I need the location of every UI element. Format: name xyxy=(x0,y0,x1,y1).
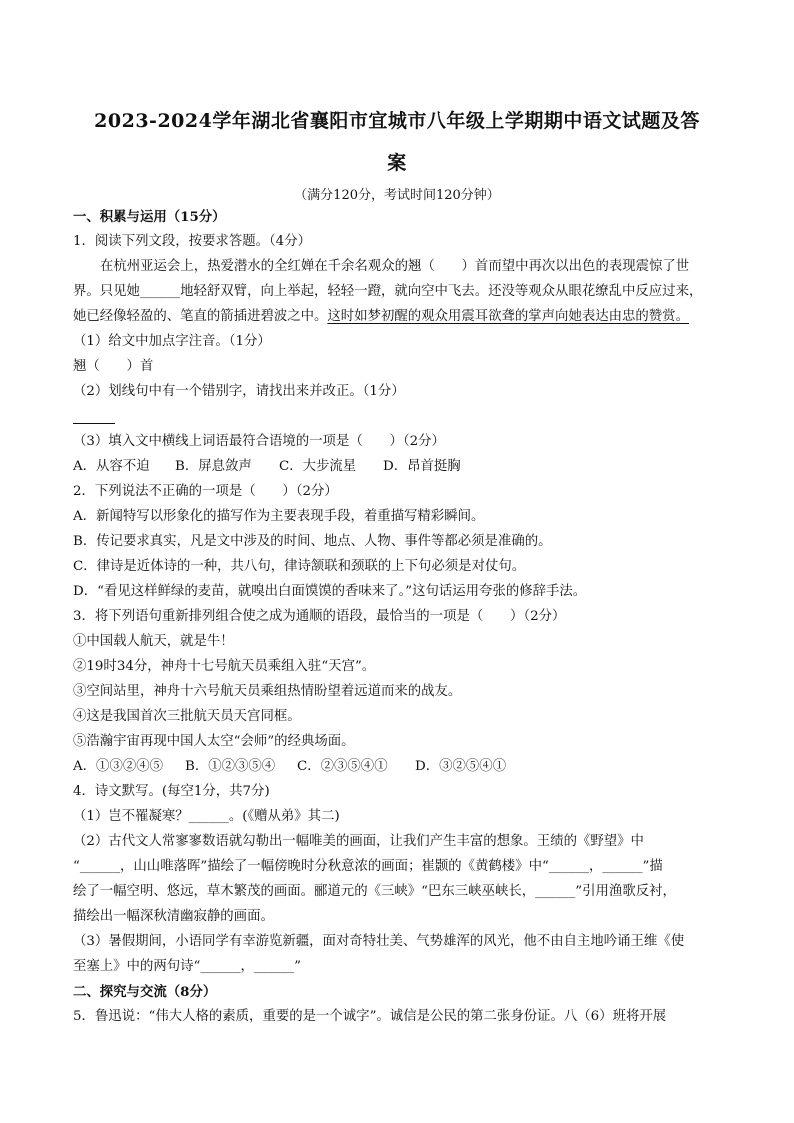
question-2-option-d: D．“看见这样鲜绿的麦苗，就嗅出白面馍馍的香味来了。”这句话运用夸张的修辞手法。 xyxy=(73,584,587,599)
question-5-stem: 5．鲁迅说：“伟大人格的素质，重要的是一个诚字”。诚信是公民的第二张身份证。八（6）班将开展 xyxy=(73,1009,667,1024)
exam-subtitle: （满分120分，考试时间120分钟） xyxy=(294,188,500,203)
section-heading-2: 二、探究与交流（8分） xyxy=(73,984,217,1000)
option-d: D．③②⑤④① xyxy=(415,759,507,774)
subquestion-1-3-options xyxy=(73,458,461,476)
subquestion-1-3: （3）填入文中横线上词语最符合语境的一项是（ ）（2分） xyxy=(73,434,445,449)
question-3-sentence-3: ③空间站里，神舟十六号航天员乘组热情盼望着远道而来的战友。 xyxy=(73,684,462,699)
option-b: B．①②③⑤④ xyxy=(185,759,276,774)
option-c: C．②③⑤④① xyxy=(297,759,388,774)
question-1-paragraph-line: 界。只见她______地轻舒双臂，向上举起，轻轻一蹬，就向空中飞去。还没等观众从眼花缭乱中反应过来， xyxy=(73,284,703,299)
question-3-sentence-5: ⑤浩瀚宇宙再现中国人太空“会师”的经典场面。 xyxy=(73,734,355,749)
subquestion-1-2: （2）划线句中有一个错别字，请找出来并改正。（1分） xyxy=(73,384,405,399)
page-title-continued: 案 xyxy=(387,152,407,174)
question-2-stem: 2．下列说法不正确的一项是（ ）（2分） xyxy=(73,484,338,499)
underlined-sentence: 这时如梦初醒的观众用震耳欲聋的掌声向她表达由忠的赞赏。 xyxy=(327,309,689,324)
question-2-option-c: C．律诗是近体诗的一种，共八句，律诗颔联和颈联的上下句必须是对仗句。 xyxy=(73,559,526,574)
page-title: 2023-2024学年湖北省襄阳市宜城市八年级上学期期中语文试题及答 xyxy=(94,110,700,132)
subquestion-4-2: （2）古代文人常寥寥数语就勾勒出一幅唯美的画面，让我们产生丰富的想象。王绩的《野望》中 xyxy=(73,834,644,849)
subquestion-4-1: （1）岂不罹凝寒？______。(《赠从弟》其二) xyxy=(73,809,340,824)
question-2-option-b: B．传记要求真实，凡是文中涉及的时间、地点、人物、事件等都必须是准确的。 xyxy=(73,534,552,549)
subquestion-4-3: （3）暑假期间，小语同学有幸游览新疆，面对奇特壮美、气势雄浑的风光，他不由自主地吟诵王维《使 xyxy=(73,934,685,949)
subquestion-4-2-line: “______，山山唯落晖”描绘了一幅傍晚时分秋意浓的画面；崔颢的《黄鹤楼》中“______，______”描 xyxy=(73,859,663,874)
option-c: C．大步流星 xyxy=(279,459,357,474)
question-3-sentence-2: ②19时34分，神舟十七号航天员乘组入驻“天宫”。 xyxy=(73,659,376,674)
question-2-option-a: A．新闻特写以形象化的描写作为主要表现手段，着重描写精彩瞬间。 xyxy=(73,509,485,524)
question-3-sentence-1: ①中国载人航天，就是牛！ xyxy=(73,634,234,649)
question-3-stem: 3．将下列语句重新排列组合使之成为通顺的语段，最恰当的一项是（ ）（2分） xyxy=(73,609,566,624)
subquestion-1-1-answer: 翘（ ）首 xyxy=(73,359,154,374)
subquestion-1-1: （1）给文中加点字注音。（1分） xyxy=(73,334,271,349)
answer-line xyxy=(73,423,115,424)
question-1-paragraph-line: 在杭州亚运会上，热爱潜水的全红婵在千余名观众的翘（ ）首而望中再次以出色的表现震惊了世 xyxy=(100,259,690,274)
question-4-stem: 4．诗文默写。(每空1分，共7分) xyxy=(73,784,270,799)
question-3-options xyxy=(73,758,506,776)
subquestion-4-2-line: 绘了一幅空明、悠远，草木繁茂的画面。郦道元的《三峡》“巴东三峡巫峡长，______”引用渔歌反衬， xyxy=(73,884,676,899)
subquestion-4-3-line: 至塞上》中的两句诗“______，______” xyxy=(73,959,301,974)
section-heading-1: 一、积累与运用（15分） xyxy=(73,209,226,225)
question-1-stem: 1．阅读下列文段，按要求答题。（4分） xyxy=(73,234,311,249)
question-3-sentence-4: ④这是我国首次三批航天员天宫同框。 xyxy=(73,709,301,724)
subquestion-4-2-line: 描绘出一幅深秋清幽寂静的画面。 xyxy=(73,909,274,924)
option-b: B．屏息敛声 xyxy=(175,459,252,474)
option-a: A．从容不迫 xyxy=(73,459,150,474)
option-a: A．①③②④⑤ xyxy=(73,759,164,774)
question-1-paragraph-line xyxy=(73,308,689,326)
paragraph-text: 她已经像轻盈的、笔直的箭插进碧波之中。 xyxy=(73,309,328,324)
option-d: D．昂首挺胸 xyxy=(383,459,461,474)
